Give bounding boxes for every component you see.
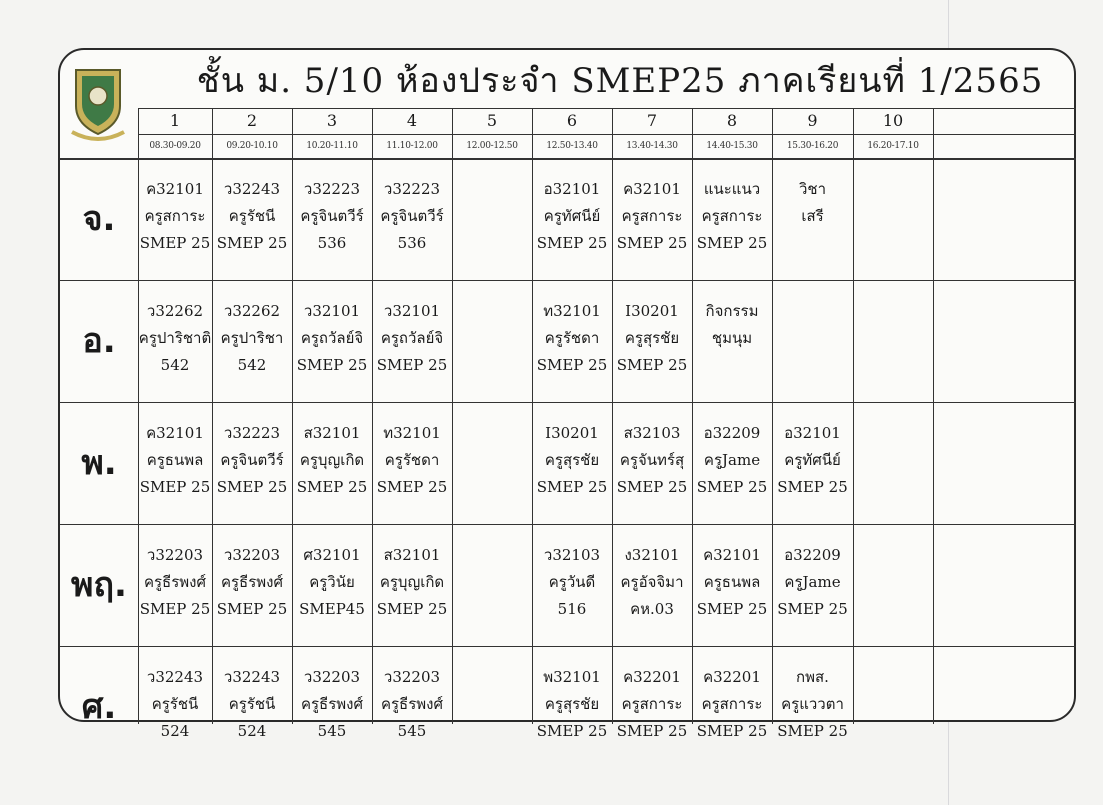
teacher-name: ครูJame [703, 451, 761, 469]
room-label: SMEP 25 [376, 478, 448, 496]
teacher-name: ครูรัชนี [228, 207, 276, 225]
teacher-name: ครูรัชดา [544, 329, 600, 347]
room-label: SMEP 25 [616, 356, 688, 374]
class-slot [772, 664, 853, 754]
subject-code: ว32203 [146, 546, 204, 564]
room-label: SMEP 25 [616, 478, 688, 496]
class-slot [452, 664, 532, 754]
room-label: 542 [237, 356, 267, 374]
teacher-name: เสรี [801, 207, 824, 225]
class-slot [692, 542, 772, 632]
class-slot [292, 176, 372, 266]
teacher-name: ครูธีรพงศ์ [143, 573, 207, 591]
subject-code: ว32103 [543, 546, 601, 564]
school-emblem-icon [68, 62, 128, 142]
class-slot [452, 298, 532, 388]
class-slot [292, 420, 372, 510]
teacher-name: ครูแววตา [781, 695, 844, 713]
teacher-name: ครูสุรชัย [544, 451, 600, 469]
class-slot [692, 664, 772, 754]
day-label: จ. [82, 199, 116, 239]
subject-code: ส32101 [303, 424, 361, 442]
period-time: 13.40-14.30 [626, 141, 678, 151]
subject-code: แนะแนว [703, 180, 761, 198]
class-slot [772, 298, 853, 388]
class-slot [853, 664, 933, 754]
class-slot [532, 664, 612, 754]
subject-code: ง32101 [624, 546, 680, 564]
period-number: 5 [486, 111, 498, 130]
teacher-name: ครูสุรชัย [624, 329, 680, 347]
room-label: SMEP 25 [696, 234, 768, 252]
subject-code: ค32101 [146, 180, 204, 198]
teacher-name: ครูรัชดา [384, 451, 440, 469]
period-time: 11.10-12.00 [386, 141, 438, 151]
room-label: SMEP 25 [536, 478, 608, 496]
teacher-name: ครูบุญเกิด [379, 573, 445, 591]
room-label: SMEP 25 [536, 356, 608, 374]
class-slot [853, 298, 933, 388]
timetable-card [58, 48, 1076, 740]
teacher-name: ครูจินตวีร์ [300, 207, 364, 225]
period-time: 16.20-17.10 [867, 141, 919, 151]
room-label: SMEP 25 [536, 722, 608, 740]
room-label: SMEP 25 [216, 600, 288, 618]
teacher-name: ครูปาริชาติ [138, 329, 212, 347]
teacher-name: ครูปาริชา [220, 329, 284, 347]
class-slot [853, 176, 933, 266]
period-number: 10 [882, 111, 904, 130]
subject-code: วิชา [798, 180, 827, 198]
room-label: SMEP 25 [296, 478, 368, 496]
class-slot [532, 176, 612, 266]
period-time: 12.50-13.40 [546, 141, 598, 151]
teacher-name: ครูทัศนีย์ [543, 207, 601, 225]
class-slot [292, 298, 372, 388]
class-slot [372, 542, 452, 632]
room-label: คห.03 [630, 600, 674, 618]
period-time: 14.40-15.30 [706, 141, 758, 151]
class-slot [692, 298, 772, 388]
class-slot [292, 664, 372, 754]
room-label: 536 [317, 234, 347, 252]
teacher-name: ครูรัชนี [151, 695, 199, 713]
class-slot [532, 420, 612, 510]
class-slot [692, 420, 772, 510]
subject-code: อ32101 [543, 180, 601, 198]
room-label: 545 [397, 722, 427, 740]
class-slot [612, 176, 692, 266]
subject-code: อ32209 [784, 546, 841, 564]
subject-code: ค32101 [703, 546, 761, 564]
period-time: 15.30-16.20 [786, 141, 839, 151]
class-slot [612, 542, 692, 632]
room-label: SMEP 25 [139, 600, 211, 618]
teacher-name: ครูจินตวีร์ [220, 451, 284, 469]
class-slot [853, 542, 933, 632]
room-label: SMEP 25 [777, 722, 848, 740]
subject-code: I30201 [545, 424, 599, 442]
room-label: SMEP 25 [616, 722, 688, 740]
room-label: SMEP 25 [616, 234, 688, 252]
period-number: 3 [326, 111, 338, 130]
subject-code: ค32201 [703, 668, 761, 686]
subject-code: ว32101 [303, 302, 361, 320]
class-slot [292, 542, 372, 632]
subject-code: ว32243 [223, 180, 281, 198]
teacher-name: ครูทัศนีย์ [784, 451, 841, 469]
class-slot [372, 176, 452, 266]
class-slot [612, 420, 692, 510]
period-number: 7 [646, 111, 658, 130]
teacher-name: ครูบุญเกิด [299, 451, 365, 469]
subject-code: ว32243 [223, 668, 281, 686]
room-label: SMEP 25 [296, 356, 368, 374]
class-slot [138, 664, 212, 754]
class-slot [772, 176, 853, 266]
subject-code: ส32103 [623, 424, 681, 442]
class-slot [372, 420, 452, 510]
class-slot [138, 542, 212, 632]
period-time: 10.20-11.10 [306, 141, 358, 151]
grid-line [933, 108, 934, 724]
period-number: 1 [169, 111, 181, 130]
room-label: SMEP 25 [777, 600, 848, 618]
class-slot [212, 542, 292, 632]
teacher-name: ครูธนพล [146, 451, 204, 469]
teacher-name: ครูจันทร์สุ [619, 451, 685, 469]
teacher-name: ครูธีรพงศ์ [300, 695, 364, 713]
class-slot [138, 176, 212, 266]
class-slot [212, 664, 292, 754]
period-number: 4 [406, 111, 418, 130]
subject-code: ว32203 [383, 668, 441, 686]
room-label: SMEP 25 [139, 234, 211, 252]
timetable-title: ชั้น ม. 5/10 ห้องประจำ SMEP25 ภาคเรียนที่ 1/2565 [196, 61, 1044, 101]
subject-code: ค32101 [623, 180, 681, 198]
room-label: SMEP 25 [536, 234, 608, 252]
period-number: 9 [807, 111, 818, 130]
class-slot [212, 176, 292, 266]
class-slot [532, 298, 612, 388]
subject-code: ว32223 [223, 424, 281, 442]
period-time: 09.20-10.10 [226, 141, 278, 151]
class-slot [452, 176, 532, 266]
subject-code: ว32101 [383, 302, 441, 320]
teacher-name: ชุมนุม [711, 329, 753, 347]
teacher-name: ครูสุรชัย [544, 695, 600, 713]
teacher-name: ครูธนพล [703, 573, 761, 591]
period-number: 6 [566, 111, 578, 130]
subject-code: ว32223 [303, 180, 361, 198]
day-label: ศ. [81, 687, 117, 727]
room-label: 524 [160, 722, 190, 740]
room-label: SMEP 25 [696, 478, 768, 496]
subject-code: พ32101 [543, 668, 601, 686]
class-slot [612, 298, 692, 388]
class-slot [692, 176, 772, 266]
subject-code: ว32243 [146, 668, 204, 686]
room-label: SMEP 25 [696, 722, 768, 740]
room-label: 524 [237, 722, 267, 740]
class-slot [853, 420, 933, 510]
subject-code: ท32101 [543, 302, 601, 320]
class-slot [212, 298, 292, 388]
room-label: SMEP45 [299, 600, 365, 618]
room-label: SMEP 25 [139, 478, 211, 496]
subject-code: ว32203 [303, 668, 361, 686]
class-slot [532, 542, 612, 632]
class-slot [138, 298, 212, 388]
teacher-name: ครูรัชนี [228, 695, 276, 713]
day-label: พฤ. [71, 565, 127, 605]
room-label: SMEP 25 [696, 600, 768, 618]
room-label: SMEP 25 [216, 234, 288, 252]
teacher-name: ครูธีรพงศ์ [380, 695, 444, 713]
room-label: 516 [557, 600, 587, 618]
class-slot [138, 420, 212, 510]
period-time: 08.30-09.20 [149, 141, 201, 151]
teacher-name: ครูสการะ [144, 207, 206, 225]
subject-code: ศ32101 [303, 546, 361, 564]
subject-code: ว32223 [383, 180, 441, 198]
teacher-name: ครูJame [784, 573, 841, 591]
teacher-name: ครูถวัลย์จิ [300, 329, 364, 347]
teacher-name: ครูวินัย [309, 573, 355, 591]
teacher-name: ครูธีรพงศ์ [220, 573, 284, 591]
teacher-name: ครูจินตวีร์ [380, 207, 444, 225]
class-slot [372, 298, 452, 388]
teacher-name: ครูสการะ [701, 695, 763, 713]
subject-code: กพส. [796, 668, 829, 686]
teacher-name: ครูสการะ [621, 695, 683, 713]
subject-code: ว32262 [146, 302, 204, 320]
class-slot [452, 542, 532, 632]
subject-code: ว32203 [223, 546, 281, 564]
room-label: 542 [160, 356, 190, 374]
teacher-name: ครูสการะ [621, 207, 683, 225]
subject-code: ค32201 [623, 668, 681, 686]
subject-code: ค32101 [146, 424, 204, 442]
room-label: SMEP 25 [777, 478, 848, 496]
subject-code: อ32101 [784, 424, 841, 442]
class-slot [772, 542, 853, 632]
teacher-name: ครูวันดี [548, 573, 596, 591]
subject-code: ท32101 [383, 424, 441, 442]
day-label: พ. [81, 443, 117, 483]
teacher-name: ครูสการะ [701, 207, 763, 225]
class-slot [772, 420, 853, 510]
room-label: SMEP 25 [376, 356, 448, 374]
teacher-name: ครูถวัลย์จิ [380, 329, 444, 347]
day-label: อ. [82, 321, 116, 361]
class-slot [212, 420, 292, 510]
room-label: SMEP 25 [216, 478, 288, 496]
subject-code: ส32101 [383, 546, 441, 564]
period-time: 12.00-12.50 [466, 141, 518, 151]
period-number: 2 [246, 111, 258, 130]
period-number: 8 [726, 111, 738, 130]
class-slot [452, 420, 532, 510]
class-slot [372, 664, 452, 754]
teacher-name: ครูอัจจิมา [620, 573, 684, 591]
room-label: 536 [397, 234, 427, 252]
subject-code: ว32262 [223, 302, 281, 320]
room-label: SMEP 25 [376, 600, 448, 618]
subject-code: กิจกรรม [705, 302, 759, 320]
room-label: 545 [317, 722, 347, 740]
subject-code: I30201 [625, 302, 679, 320]
class-slot [612, 664, 692, 754]
subject-code: อ32209 [703, 424, 761, 442]
